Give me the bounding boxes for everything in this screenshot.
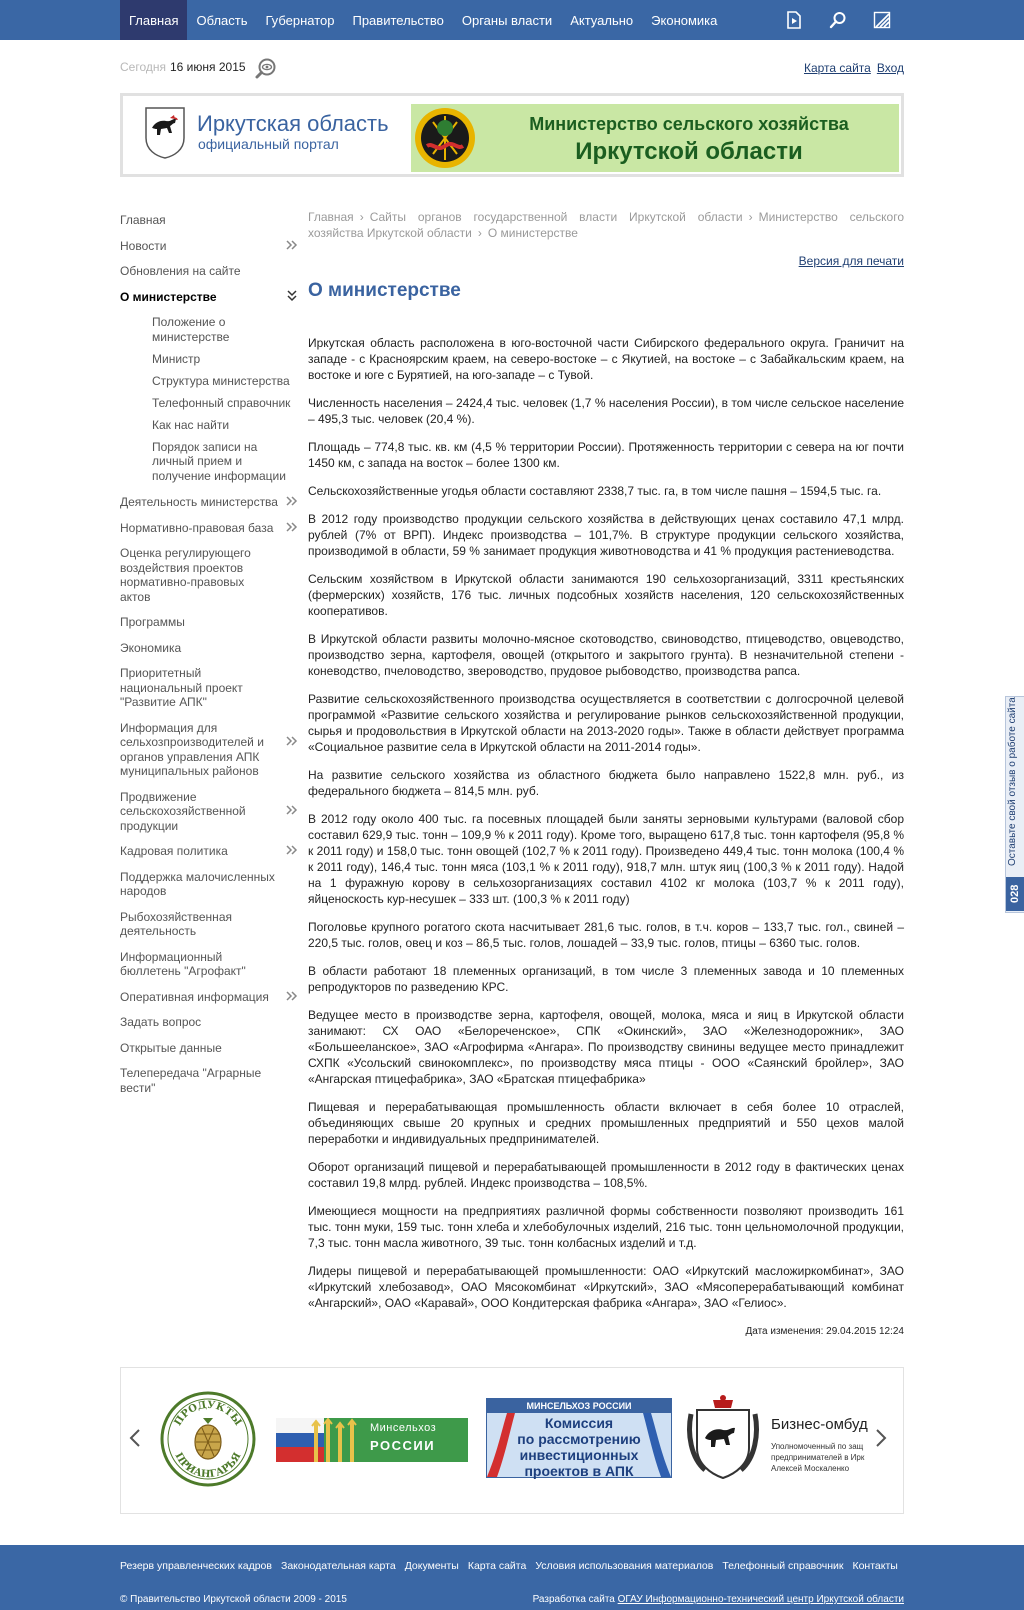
date-value: 16 июня 2015 xyxy=(170,60,246,74)
modification-date: Дата изменения: 29.04.2015 12:24 xyxy=(745,1326,904,1337)
partner-logo-minselkhoz-russia[interactable] xyxy=(276,1418,468,1462)
sidebar-subitem-location[interactable] xyxy=(152,418,300,433)
article-paragraph: Развитие сельскохозяйственного производства осуществляется в соответствии с долгосрочной целевой программой «Развитие сельского хозяйства и регулирование рынков сельскохозяйственной продукции, сырья и продовольствия в Иркутской области на 2013-2020 годы». Также в области действует программа «Социальное развитие села в Иркутской области на 2011-2014 годы». xyxy=(308,692,904,754)
sidebar-item-economy[interactable] xyxy=(120,641,300,656)
sidebar-subitem-label: Порядок записи на личный прием и получение информации xyxy=(152,439,286,483)
sidebar-item-legal-base[interactable] xyxy=(120,521,300,536)
sidebar-menu xyxy=(120,213,300,1106)
partner-logo-text: Алексей Москаленко xyxy=(771,1464,850,1473)
portal-subtitle: официальный портал xyxy=(198,136,339,152)
article-paragraph: В Иркутской области развиты молочно-мясное скотоводство, свиноводство, птицеводство, овцеводство, производство зерна, картофеля, овощей (открытого и закрытого грунта). В незначительной степени - коневодство, пчеловодство, звероводство, прудовое рыбоводство, производства рапса. xyxy=(308,632,904,678)
sidebar-item-label: Кадровая политика xyxy=(120,844,228,858)
sidebar-item-regulatory-impact[interactable] xyxy=(120,546,300,604)
sidebar-item-programs[interactable] xyxy=(120,615,300,630)
article-paragraph: Поголовье крупного рогатого скота насчитывает 281,6 тыс. голов, в т.ч. коров – 133,7 тыс. гол., свиней – 220,5 тыс. голов, овец и коз – 86,5 тыс. голов, лошадей – 33,9 тыс. голов, птицы – 6360 тыс. голов. xyxy=(308,920,904,950)
article-paragraph: В 2012 году около 400 тыс. га посевных площадей были заняты зерновыми культурами (валовой сбор составил 629,9 тыс. тонн – 109,9 % к 2011 году). Кроме того, выращено 617,8 тыс. тонн картофеля (95,8 % к 2011 году) и 158,0 тыс. тонн овощей (102,7 % к 2011 году). Произведено 449,4 тыс. тонн молока (100,4 % к 2011 году), 146,4 тыс. тонн мяса (103,1 % к 2011 году), 918,7 млн. штук яиц (100,3 % к 2011 году). Надой на 1 фуражную корову в сельхозорганизациях составил 4102 кг молока (103,7 % к 2011 году), яйценоскость кур-несушек – 333 шт. (100,3 % к 2011 году) xyxy=(308,812,904,906)
partner-logo-text: Минсельхоз xyxy=(370,1422,437,1434)
sidebar-item-home[interactable] xyxy=(120,213,300,228)
sidebar-subitem-label: Структура министерства xyxy=(152,373,290,388)
article-paragraph: Иркутская область расположена в юго-восточной части Сибирского федерального округа. Граничит на западе - с Красноярским краем, на северо-востоке – с Якутией, на востоке – с Забайкальским краем, на востоке и юге с Бурятией, на юго-западе – с Тувой. xyxy=(308,336,904,382)
partner-logo-top-text: ПРОДУКТЫ xyxy=(172,1399,244,1428)
partner-logo-text: Комиссия xyxy=(544,1415,614,1431)
double-chevron-down-icon[interactable] xyxy=(286,290,298,302)
sidebar-item-label: Приоритетный национальный проект "Развитие АПК" xyxy=(120,666,243,709)
sidebar-subitem-regulation[interactable] xyxy=(152,315,300,344)
site-header xyxy=(120,93,904,177)
sidebar-subitem-label: Положение о министерстве xyxy=(152,315,230,344)
magnifier-eye-icon[interactable] xyxy=(254,57,278,81)
article-paragraph: На развитие сельского хозяйства из областного бюджета было направлено 1522,8 млн. руб., из федерального бюджета – 814,5 млн. руб. xyxy=(308,768,904,798)
developer-credit xyxy=(533,1594,904,1605)
nav-item-governor[interactable]: Губернатор xyxy=(265,13,335,28)
ministry-name-line2: Иркутской области xyxy=(575,138,803,165)
sidebar-item-label: Поддержка малочисленных народов xyxy=(120,869,275,898)
irkutsk-coat-of-arms-icon[interactable] xyxy=(144,106,186,159)
sidebar-subitem-label: Министр xyxy=(152,351,201,366)
copyright-text: © Правительство Иркутской области 2009 - 2015 xyxy=(120,1594,347,1605)
partner-logo-text: по рассмотрению xyxy=(517,1431,641,1447)
search-icon[interactable] xyxy=(816,0,860,40)
article-paragraph: Имеющиеся мощности на предприятиях различной формы собственности позволяют производить 161 тыс. тонн муки, 159 тыс. тонн хлеба и хлебобулочных изделий, 216 тыс. тонн цельномолочной продукции, 7,3 тыс. тонн масла животного, 39 тыс. тонн колбасных изделий и т.д. xyxy=(308,1204,904,1250)
sidebar-item-label: Открытые данные xyxy=(120,1040,222,1055)
footer-link-documents[interactable]: Документы xyxy=(404,1560,459,1572)
sidebar-item-label: Информация для сельхозпроизводителей и органов управления АПК муниципальных районов xyxy=(120,720,264,778)
partner-logo-priangarye-products[interactable] xyxy=(159,1390,257,1488)
sidebar-item-label: Новости xyxy=(120,238,167,253)
footer-link-phonebook[interactable]: Телефонный справочник xyxy=(722,1560,844,1572)
sidebar-item-label: Продвижение сельскохозяйственной продукции xyxy=(120,789,246,833)
sidebar-item-label: Обновления на сайте xyxy=(120,264,241,278)
sidebar-item-indigenous-support[interactable] xyxy=(120,870,300,899)
partner-logo-business-ombudsman[interactable] xyxy=(683,1394,868,1484)
sidebar-item-national-project[interactable] xyxy=(120,666,300,710)
sidebar-item-hr-policy[interactable] xyxy=(120,844,300,859)
nav-item-authorities[interactable]: Органы власти xyxy=(461,13,553,28)
double-chevron-right-icon[interactable] xyxy=(286,239,298,251)
breadcrumb-current: О министерстве xyxy=(487,226,578,240)
partner-logo-text: РОССИИ xyxy=(370,1438,436,1453)
double-chevron-right-icon[interactable] xyxy=(286,521,298,533)
sidebar-item-label: Телепередача "Аграрные вести" xyxy=(120,1066,262,1095)
nav-item-actual[interactable]: Актуально xyxy=(570,13,634,28)
partner-logo-title: Бизнес-омбуд xyxy=(771,1416,868,1433)
nav-item-government[interactable]: Правительство xyxy=(352,13,444,28)
sidebar-item-news[interactable] xyxy=(120,239,300,254)
sidebar-item-label: Программы xyxy=(120,615,185,629)
sidebar-subitem-label: Телефонный справочник xyxy=(152,395,291,410)
partner-logo-apk-investment-commission[interactable] xyxy=(486,1398,672,1478)
double-chevron-right-icon[interactable] xyxy=(286,844,298,856)
sidebar-item-label: Экономика xyxy=(120,640,182,655)
top-navigation-bar xyxy=(0,0,1024,40)
nav-item-economy[interactable]: Экономика xyxy=(651,13,718,28)
footer-link-personnel-reserve[interactable]: Резерв управленческих кадров xyxy=(120,1560,272,1572)
footer-link-terms-of-use[interactable]: Условия использования материалов xyxy=(535,1560,714,1572)
sidebar-item-label: Деятельность министерства xyxy=(120,495,278,509)
double-chevron-right-icon[interactable] xyxy=(286,735,298,747)
sidebar-item-open-data[interactable] xyxy=(120,1041,300,1056)
ministry-banner[interactable] xyxy=(411,104,899,172)
chevron-right-icon[interactable] xyxy=(873,1424,889,1452)
partner-logo-text: Уполномоченный по защ xyxy=(771,1442,864,1451)
partner-logo-text: проектов в АПК xyxy=(524,1463,634,1479)
breadcrumb-gov-sites[interactable]: Сайты органов государственной власти Иркутской области xyxy=(369,210,743,224)
sidebar-item-label: Информационный бюллетень "Агрофакт" xyxy=(120,949,246,978)
sidebar-item-ask-question[interactable] xyxy=(120,1015,300,1030)
sidebar-subitem-appointment[interactable] xyxy=(152,440,300,484)
sidebar-item-label: Нормативно-правовая база xyxy=(120,520,274,535)
article-paragraph: В 2012 году производство продукции сельского хозяйства в действующих ценах составило 47,1 млрд. рублей (7% от ВРП). Индекс производства – 101,7%. В структуре продукции сельского хозяйства, производимой в области, 59 % занимает продукция животноводства и 41 % продукция растениеводства. xyxy=(308,512,904,558)
feedback-widget-tab[interactable] xyxy=(1005,696,1024,913)
top-icon-group xyxy=(772,0,904,40)
partner-logo-bottom-text: ПРИАНГАРЬЯ xyxy=(172,1450,244,1481)
sidebar-item-producers-info[interactable] xyxy=(120,721,300,779)
document-play-icon[interactable] xyxy=(772,0,816,40)
partner-logo-header: МИНСЕЛЬХОЗ РОССИИ xyxy=(487,1399,671,1413)
breadcrumb-separator: › xyxy=(359,210,364,224)
sidebar-item-tv-program[interactable] xyxy=(120,1066,300,1095)
visually-impaired-icon[interactable] xyxy=(860,0,904,40)
article-paragraph: Оборот организаций пищевой и перерабатывающей промышленности в 2012 году в фактических ценах составил 19,8 млрд. рублей. Индекс производства – 108,5%. xyxy=(308,1160,904,1190)
article-paragraph: Численность населения – 2424,4 тыс. человек (1,7 % населения России), в том числе сельское население – 495,3 тыс. человек (20,4 %). xyxy=(308,396,904,426)
sidebar-item-label: Главная xyxy=(120,213,166,227)
article-paragraph: Площадь – 774,8 тыс. кв. км (4,5 % территории России). Протяженность территории с севера на юг почти 1450 км, с запада на восток – более 1300 км. xyxy=(308,440,904,470)
developer-link[interactable]: ОГАУ Информационно-технический центр Иркутской области xyxy=(617,1594,904,1605)
ministry-emblem-icon xyxy=(413,106,477,170)
site-footer xyxy=(0,1545,1024,1610)
portal-title[interactable]: Иркутская область xyxy=(197,111,389,136)
footer-link-legislative-map[interactable]: Законодательная карта xyxy=(280,1560,396,1572)
feedback-counter-badge: 028 xyxy=(1006,877,1024,911)
print-version-link[interactable]: Версия для печати xyxy=(798,254,904,268)
developer-label: Разработка сайта xyxy=(532,1594,615,1605)
page-title: О министерстве xyxy=(308,280,461,301)
sidebar-item-promotion[interactable] xyxy=(120,790,300,834)
breadcrumb xyxy=(308,209,904,241)
sidebar-item-about[interactable] xyxy=(120,290,300,305)
sidebar-subitem-phonebook[interactable] xyxy=(152,396,300,411)
current-date xyxy=(120,60,246,74)
main-menu xyxy=(120,0,726,40)
sidebar-item-updates[interactable] xyxy=(120,264,300,279)
double-chevron-right-icon[interactable] xyxy=(286,990,298,1002)
footer-link-sitemap[interactable]: Карта сайта xyxy=(467,1560,527,1572)
footer-link-contacts[interactable]: Контакты xyxy=(852,1560,898,1572)
article-paragraph: Сельским хозяйством в Иркутской области занимаются 190 сельхозорганизаций, 3311 крестьянских (фермерских) хозяйств, 176 тыс. личных подсобных хозяйств населения, 120 сельскохозяйственных кооперативов. xyxy=(308,572,904,618)
partner-logo-text-block xyxy=(487,1415,671,1479)
nav-item-region[interactable]: Область xyxy=(196,13,248,28)
sidebar-item-label: Задать вопрос xyxy=(120,1015,202,1029)
feedback-widget-label: Оставьте свой отзыв о работе сайта xyxy=(1007,697,1018,866)
ministry-name-line1: Министерство сельского хозяйства xyxy=(529,114,849,134)
sidebar-item-label: Оценка регулирующего воздействия проектов нормативно-правовых актов xyxy=(120,546,251,604)
sidebar-subitem-label: Как нас найти xyxy=(152,417,230,432)
sidebar-item-agrofact-bulletin[interactable] xyxy=(120,950,300,979)
article-paragraph: Лидеры пищевой и перерабатывающей промышленности: ОАО «Иркутский масложиркомбинат», ЗАО «Иркутский хлебозавод», ОАО Мясокомбинат «Иркутский», ЗАО «Мясоперерабатывающий комбинат «Ангарский», ОАО «Каравай», ООО Кондитерская фабрика «Ангара», ЗАО «Гелиос». xyxy=(308,1264,904,1310)
account-links xyxy=(804,61,904,75)
sidebar-item-label: Рыбохозяйственная деятельность xyxy=(120,909,232,938)
double-chevron-right-icon[interactable] xyxy=(286,495,298,507)
sidebar-item-activities[interactable] xyxy=(120,495,300,510)
footer-links xyxy=(120,1560,898,1572)
article-paragraph: Сельскохозяйственные угодья области составляют 2338,7 тыс. га, в том числе пашня – 1594,5 тыс. га. xyxy=(308,484,882,498)
double-chevron-right-icon[interactable] xyxy=(286,804,298,816)
article-paragraph: Пищевая и перерабатывающая промышленность области включает в себя более 10 отраслей, объединяющих свыше 20 крупных и средних промышленных предприятий и 550 цехов малой переработки и индивидуальных предпринимателей. xyxy=(308,1100,904,1146)
sidebar-item-fisheries[interactable] xyxy=(120,910,300,939)
sidebar-subitem-minister[interactable] xyxy=(152,352,300,367)
sidebar-item-label: Оперативная информация xyxy=(120,989,269,1004)
article-paragraph: Ведущее место в производстве зерна, картофеля, овощей, молока, мяса и яиц в Иркутской области занимают: СХ ОАО «Белореченское», СПК «Окинский», ЗАО «Железнодорожник», ЗАО «Большееланское», ЗАО «Агрофирма «Ангара». По производству свинины ведущее место принадлежит СХПК «Усольский свинокомплекс», по производству мяса птицы - ООО «Саянский бройлер», ЗАО «Ангарская птицефабрика», ЗАО «Братская птицефабрика» xyxy=(308,1008,904,1086)
today-label: Сегодня xyxy=(120,60,166,74)
sidebar-subitem-structure[interactable] xyxy=(152,374,300,389)
article-body xyxy=(308,335,904,1323)
sidebar-item-operational-info[interactable] xyxy=(120,990,300,1005)
breadcrumb-home[interactable]: Главная xyxy=(308,210,354,224)
login-link[interactable]: Вход xyxy=(876,61,904,75)
partners-carousel xyxy=(120,1367,904,1514)
article-paragraph: В области работают 18 племенных организаций, в том числе 3 племенных завода и 10 племенных репродукторов по разведению КРС. xyxy=(308,964,904,994)
partner-logo-text: инвестиционных xyxy=(519,1447,639,1463)
breadcrumb-separator: › xyxy=(748,210,753,224)
sidebar-submenu-about xyxy=(152,315,300,483)
breadcrumb-ministry[interactable]: Министерство сельского хозяйства Иркутской области xyxy=(308,210,904,240)
breadcrumb-separator: › xyxy=(477,226,482,240)
chevron-left-icon[interactable] xyxy=(127,1424,143,1452)
nav-item-home[interactable]: Главная xyxy=(120,0,187,40)
sitemap-link[interactable]: Карта сайта xyxy=(803,61,871,75)
sidebar-item-label: О министерстве xyxy=(120,289,217,304)
partner-logo-text: предпринимателей в Ирк xyxy=(771,1453,865,1462)
